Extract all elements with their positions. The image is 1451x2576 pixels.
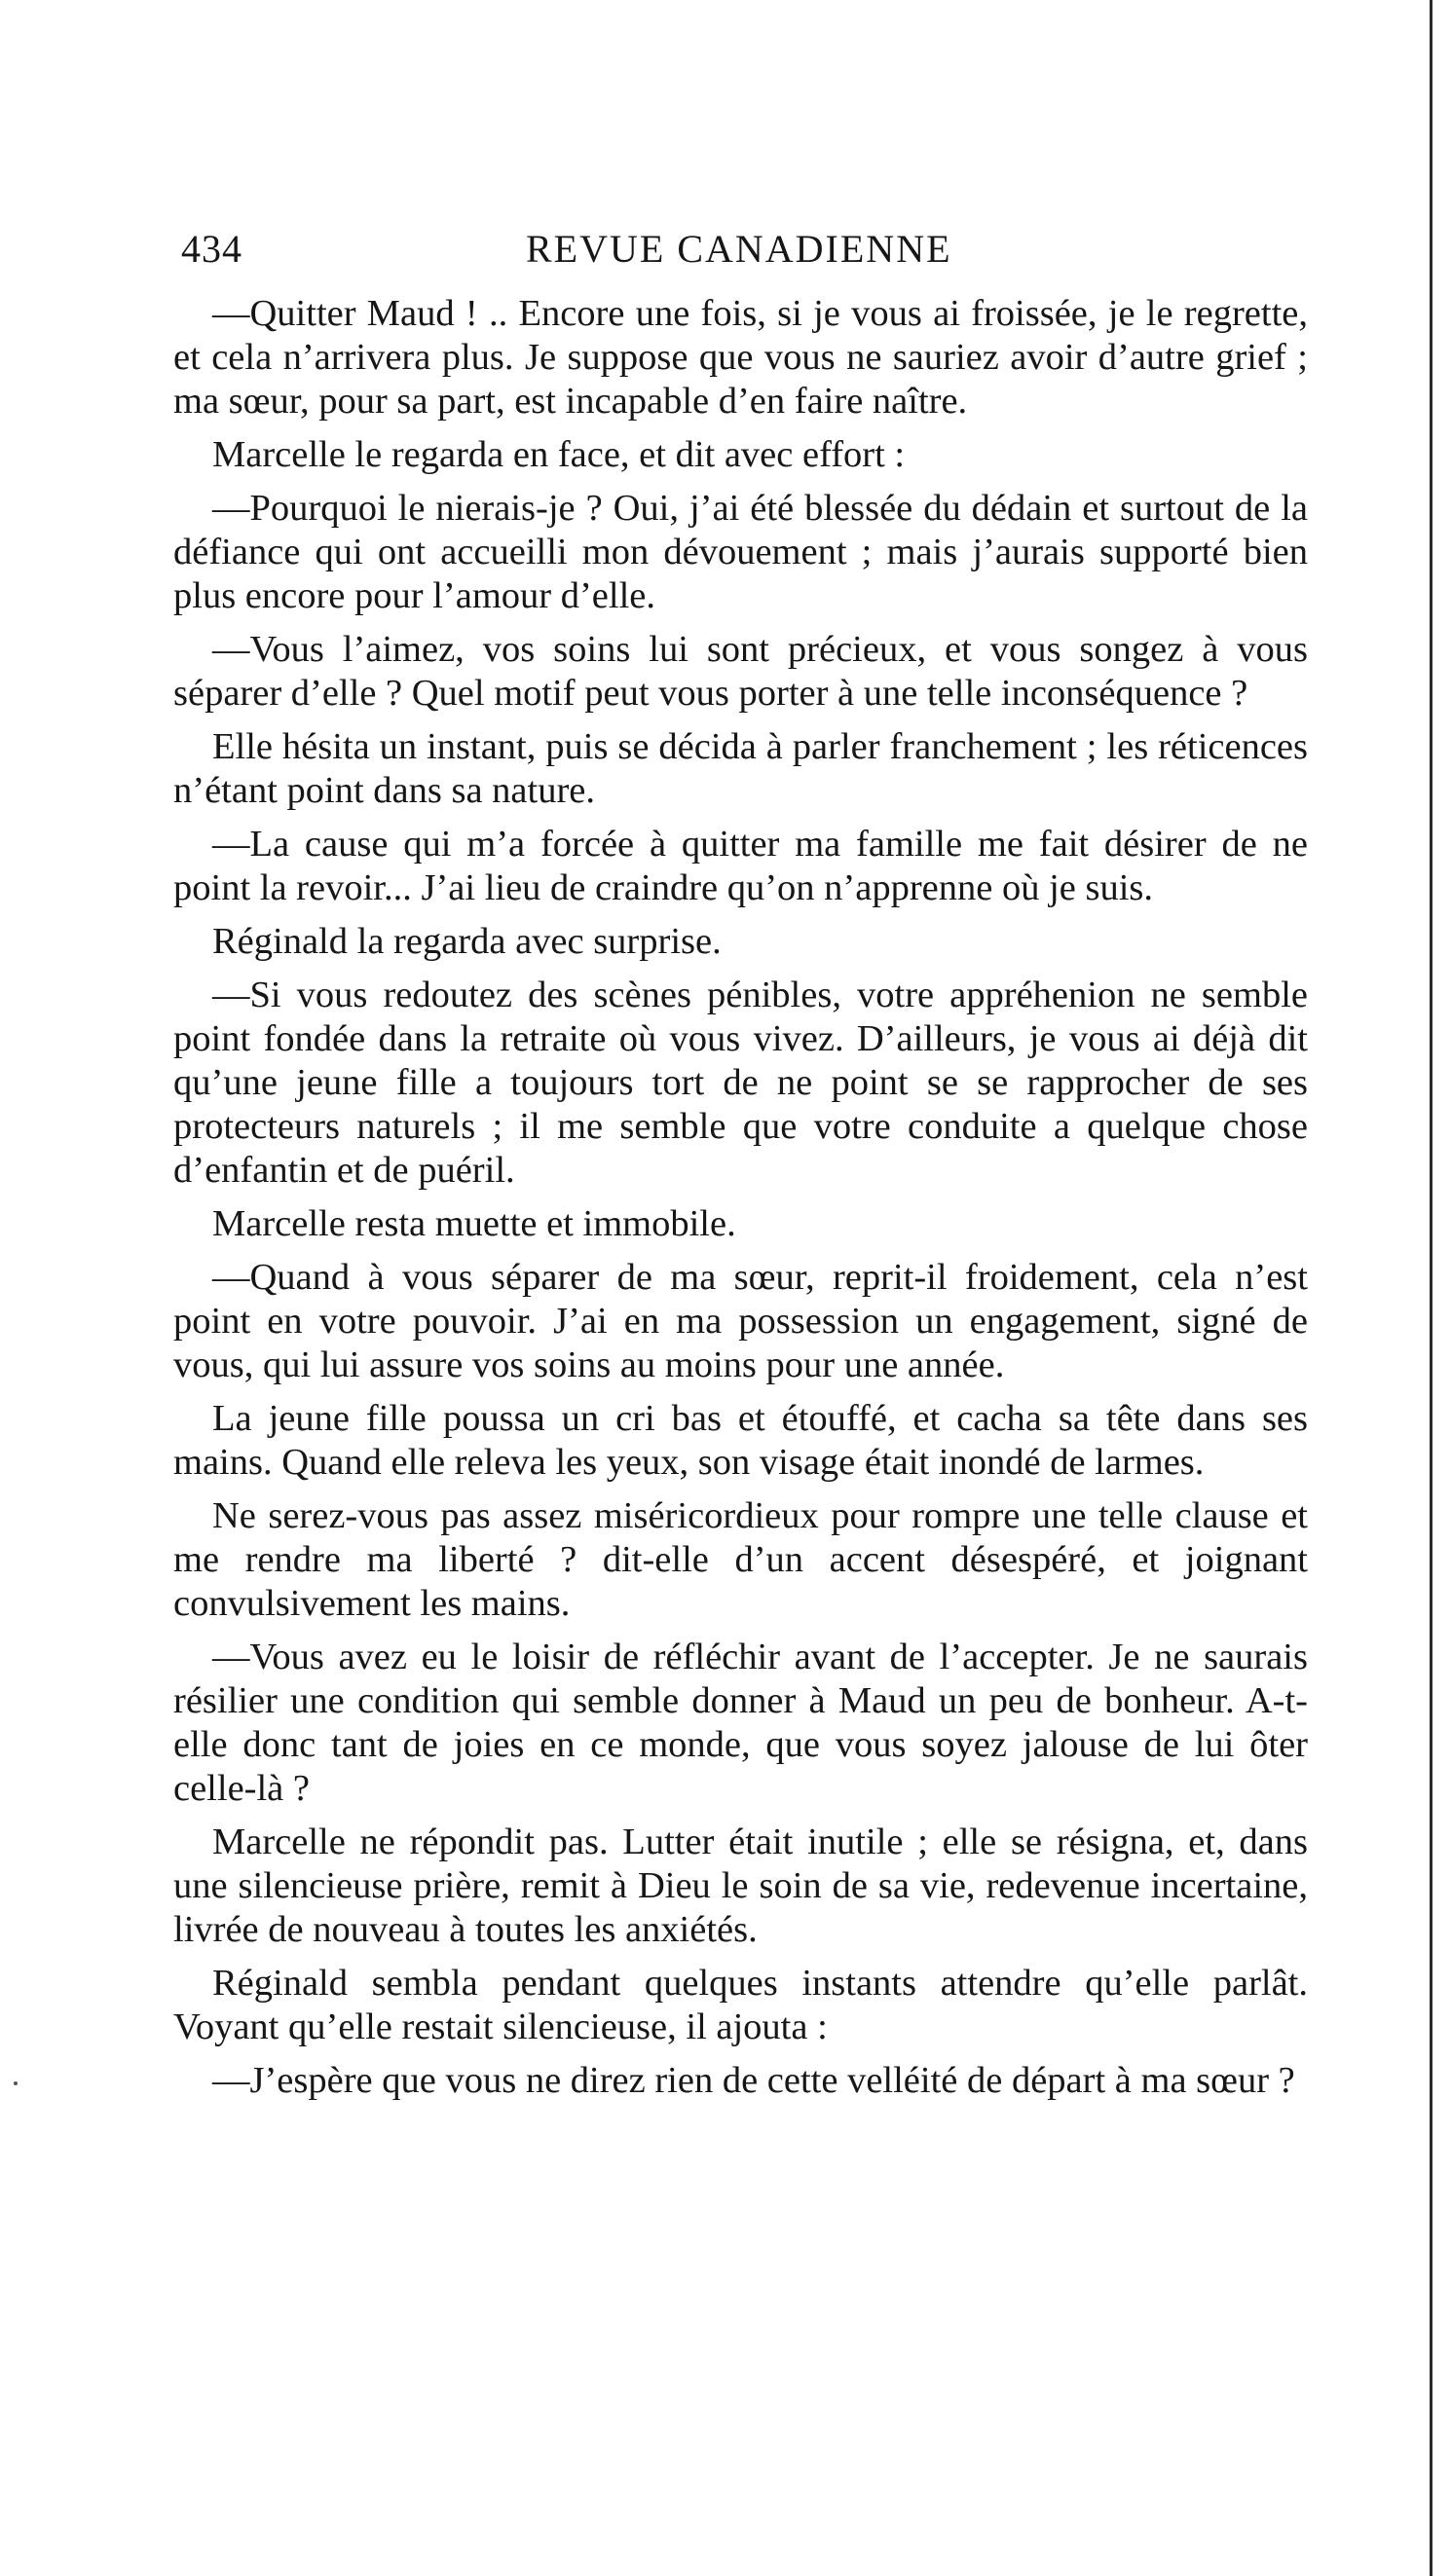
paragraph: Réginald la regarda avec surprise.	[212, 921, 722, 962]
page-number: 434	[181, 227, 242, 271]
paragraph: —Vous l’aimez, vos soins lui sont précieux, et vous songez à vous séparer d’elle ? Quel motif peut vous porter à une telle inconséquence ?	[173, 629, 1308, 714]
paragraph: Ne serez-vous pas assez miséricordieux pour rompre une telle clause et me rendre ma liberté ? dit-elle d’un accent désespéré, et joignant convulsivement les mains.	[173, 1495, 1308, 1624]
paragraph: Marcelle le regarda en face, et dit avec effort :	[212, 434, 906, 475]
paper-speck	[14, 2081, 18, 2085]
paragraph: —J’espère que vous ne direz rien de cette velléité de départ à ma sœur ?	[212, 2060, 1295, 2101]
paragraph: Marcelle resta muette et immobile.	[212, 1203, 736, 1244]
paragraph: —Si vous redoutez des scènes pénibles, votre appréhenion ne semble point fondée dans la retraite où vous vivez. D’ailleurs, je vous ai déjà dit qu’une jeune fille a toujours tort de ne point se se rapprocher de ses protecteurs naturels ; il me semble que votre conduite a quelque chose d’enfantin et de puéril.	[173, 975, 1308, 1191]
paragraph: —Quand à vous séparer de ma sœur, reprit-il froidement, cela n’est point en votre pouvoir. J’ai en ma possession un engagement, signé de vous, qui lui assure vos soins au moins pour une année.	[173, 1257, 1308, 1385]
paragraph: La jeune fille poussa un cri bas et étouffé, et cacha sa tête dans ses mains. Quand elle releva les yeux, son visage était inondé de larmes.	[173, 1398, 1308, 1483]
paragraph: Réginald sembla pendant quelques instants attendre qu’elle parlât. Voyant qu’elle restait silencieuse, il ajouta :	[173, 1963, 1308, 2047]
paragraph: Elle hésita un instant, puis se décida à parler franchement ; les réticences n’étant point dans sa nature.	[173, 726, 1308, 811]
paragraph: —La cause qui m’a forcée à quitter ma famille me fait désirer de ne point la revoir... J’ai lieu de craindre qu’on n’apprenne où je suis.	[173, 824, 1308, 908]
paragraph: —Pourquoi le nierais-je ? Oui, j’ai été blessée du dédain et surtout de la défiance qui ont accueilli mon dévouement ; mais j’aurais supporté bien plus encore pour l’amour d’elle.	[173, 488, 1308, 616]
page-edge-rule	[1430, 0, 1432, 2576]
paragraph: Marcelle ne répondit pas. Lutter était inutile ; elle se résigna, et, dans une silencieuse prière, remit à Dieu le soin de sa vie, redevenue incertaine, livrée de nouveau à toutes les anxiétés.	[173, 1822, 1308, 1950]
body-text	[173, 292, 1308, 2113]
running-title: REVUE CANADIENNE	[526, 227, 952, 271]
paragraph: —Quitter Maud ! .. Encore une fois, si je vous ai froissée, je le regrette, et cela n’arrivera plus. Je suppose que vous ne sauriez avoir d’autre grief ; ma sœur, pour sa part, est incapable d’en faire naître.	[173, 293, 1308, 422]
paragraph: —Vous avez eu le loisir de réfléchir avant de l’accepter. Je ne saurais résilier une condition qui semble donner à Maud un peu de bonheur. A-t-elle donc tant de joies en ce monde, que vous soyez jalouse de lui ôter celle-là ?	[173, 1637, 1308, 1809]
page-header	[0, 226, 1451, 284]
